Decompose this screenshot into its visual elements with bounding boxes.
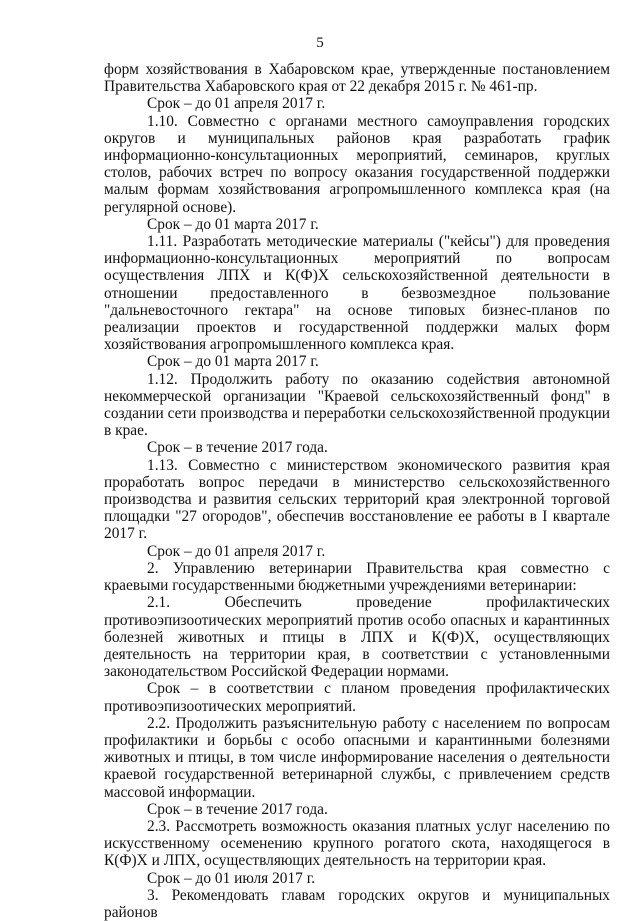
paragraph-continuation: форм хозяйствования в Хабаровском крае, утвержденные постановлением Правительства Хабаровского края от 22 декабря 2015 г. № 461-пр. — [104, 61, 610, 96]
deadline-line: Срок – до 01 апреля 2017 г. — [147, 95, 326, 113]
paragraph-item-1-13: 1.13. Совместно с министерством экономического развития края проработать вопрос передачи в министерство сельскохозяйственного производства и развития сельских территорий края электронной торговой площадки "27 огородов", обеспечив восстановление ее работы в I квартале 2017 г. — [104, 456, 610, 543]
paragraph-item-3: 3. Рекомендовать главам городских округов и муниципальных районов — [104, 886, 610, 921]
deadline-line: Срок – в течение 2017 года. — [147, 439, 328, 457]
deadline-line: Срок – в соответствии с планом проведения профилактических противоэпизоотических мероприятий. — [104, 680, 610, 715]
paragraph-item-2-3: 2.3. Рассмотреть возможность оказания платных услуг населению по искусственному осеменению крупного рогатого скота, находящегося в К(Ф)Х и ЛПХ, осуществляющих деятельность на территории края. — [104, 817, 610, 870]
page-number: 5 — [316, 35, 324, 51]
paragraph-item-2: 2. Управлению ветеринарии Правительства края совместно с краевыми государственными бюджетными учреждениями ветеринарии: — [104, 559, 610, 595]
deadline-line: Срок – до 01 июля 2017 г. — [147, 869, 316, 887]
paragraph-item-2-2: 2.2. Продолжить разъяснительную работу с населением по вопросам профилактики и борьбы с особо опасными и карантинными болезнями животных и птицы, в том числе информирование населения о деятельности краевой государственной ветеринарной службы, с привлечением средств массовой информации. — [104, 714, 610, 801]
deadline-line: Срок – до 01 апреля 2017 г. — [147, 542, 326, 560]
deadline-line: Срок – до 01 марта 2017 г. — [147, 215, 319, 233]
paragraph-item-1-11: 1.11. Разработать методические материалы ("кейсы") для проведения информационно-консультационных мероприятий по вопросам осуществления ЛПХ и К(Ф)Х сельскохозяйственной деятельности в отношении предоставленного в безвозмездное пользование "дальневосточного гектара" на основе типовых бизнес-планов по реализации проектов и государственной поддержки малых форм хозяйствования агропромышленного комплекса края. — [104, 233, 610, 354]
paragraph-item-1-12: 1.12. Продолжить работу по оказанию содействия автономной некоммерческой организации "Краевой сельскохозяйственный фонд" в создании сети производства и переработки сельскохозяйственной продукции в крае. — [104, 370, 610, 440]
paragraph-item-1-10: 1.10. Совместно с органами местного самоуправления городских округов и муниципальных районов края разработать график информационно-консультационных мероприятий, семинаров, круглых столов, рабочих встреч по вопросу оказания государственной поддержки малым формам хозяйствования агропромышленного комплекса края (на регулярной основе). — [104, 112, 610, 216]
paragraph-item-2-1: 2.1. Обеспечить проведение профилактических противоэпизоотических мероприятий против особо опасных и карантинных болезней животных и птицы в ЛПХ и К(Ф)Х, осуществляющих деятельность на территории края, в соответствии с установленными законодательством Российской Федерации нормами. — [104, 594, 610, 681]
deadline-line: Срок – до 01 марта 2017 г. — [147, 353, 319, 371]
document-body — [104, 61, 610, 921]
deadline-line: Срок – в течение 2017 года. — [147, 800, 328, 818]
